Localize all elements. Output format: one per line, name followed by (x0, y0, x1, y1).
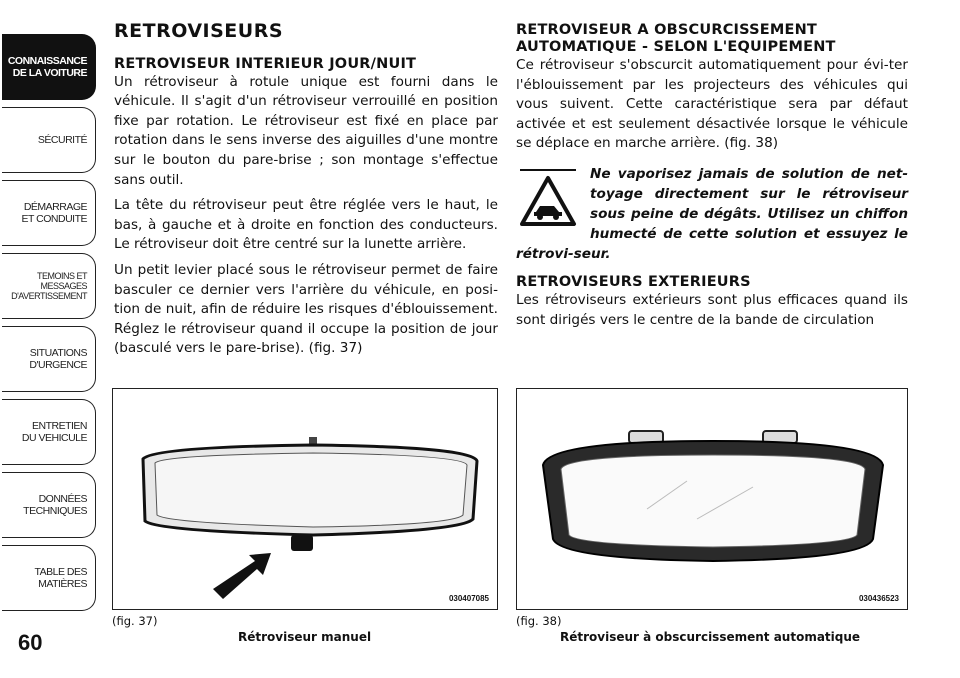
warning-box (516, 164, 908, 264)
tab-label-line: DONNÉES (38, 493, 87, 505)
chapter-sidebar (0, 0, 98, 678)
tab-label-line: D'URGENCE (29, 359, 87, 371)
tab-label-line: ENTRETIEN (31, 420, 87, 432)
tab-label-line: SITUATIONS (29, 347, 87, 359)
section-title: RETROVISEURS (114, 20, 284, 42)
tab-label-line: MATIÈRES (38, 578, 87, 590)
figure-code: 030436523 (858, 594, 899, 603)
tab-situations-urgence[interactable] (2, 326, 96, 392)
tab-label-line: TABLE DES (34, 566, 87, 578)
figure-number: (fig. 38) (516, 614, 562, 628)
tab-entretien-vehicule[interactable] (2, 399, 96, 465)
figure-number: (fig. 37) (112, 614, 158, 628)
figure-auto-dimming-mirror (516, 388, 908, 610)
paragraph: La tête du rétroviseur peut être réglée vers le haut, le bas, à gauche et à droite en fonction des conducteurs. Le rétroviseur doit être centré sur la lunette arrière. (114, 197, 498, 253)
tab-table-matieres[interactable] (2, 545, 96, 611)
paragraph: Un petit levier placé sous le rétroviseur permet de faire basculer ce dernier vers l'arrière du véhicule, en posi-tion de nuit, afin de réduire les risques d'éblouissement. Réglez le rétroviseur quand il occupe la position de jour (basculé vers le pare-brise). (fig. 37) (114, 261, 498, 357)
tab-demarrage-conduite[interactable] (2, 180, 96, 246)
figure-code: 030407085 (448, 594, 489, 603)
manual-mirror-illustration (113, 389, 498, 610)
tab-securite[interactable] (2, 107, 96, 173)
tab-label-line: SÉCURITÉ (37, 134, 87, 146)
subsection-title-exterior-mirrors: RETROVISEURS EXTERIEURS (516, 273, 751, 290)
tab-donnees-techniques[interactable] (2, 472, 96, 538)
left-column (114, 20, 498, 365)
tab-label-line: ET CONDUITE (21, 213, 87, 225)
figure-manual-mirror (112, 388, 498, 610)
tab-label-line: DU VEHICULE (21, 432, 87, 444)
right-column (516, 20, 908, 336)
figure-caption: Rétroviseur à obscurcissement automatique (560, 630, 861, 644)
page-number: 60 (18, 630, 43, 655)
paragraph: Les rétroviseurs extérieurs sont plus efficaces quand ils sont dirigés vers le centre de la bande de circulation (516, 291, 908, 328)
paragraph: Un rétroviseur à rotule unique est fourni dans le véhicule. Il s'agit d'un rétroviseur verrouillé en position fixe par rotation. Le rétroviseur est fixé en place par rotation dans le sens inverse des aiguilles d'une montre sur le bouton du pare-brise ; son montage s'effectue sans outil. (114, 73, 498, 188)
paragraph: Ce rétroviseur s'obscurcit automatiquement pour évi-ter l'éblouissement par les projecteurs des véhicules qui vous suivent. Cette caractéristique sera par défaut activée et est seulement désactivée lorsque le véhicule se déplace en marche arrière. (fig. 38) (516, 57, 908, 152)
tab-label-line: TECHNIQUES (23, 505, 87, 517)
figure-caption: Rétroviseur manuel (238, 630, 372, 644)
tab-label-line: DE LA VOITURE (12, 67, 87, 79)
tab-label-line: MESSAGES (40, 281, 87, 291)
warning-text: Ne vaporisez jamais de solution de net-toyage directement sur le rétroviseur sous peine de dégâts. Utilisez un chiffon humecté de cette solution et essuyez le rétrovi-seur. (516, 165, 908, 262)
tab-label-line: D'AVERTISSEMENT (11, 291, 87, 301)
tab-label-line: DÉMARRAGE (23, 201, 87, 213)
tab-temoins-messages[interactable] (2, 253, 96, 319)
auto-dimming-mirror-illustration (517, 389, 908, 610)
warning-triangle-icon (516, 166, 580, 230)
subsection-title-auto-dimming: RETROVISEUR A OBSCURCISSEMENT AUTOMATIQUE - SELON L'EQUIPEMENT (516, 22, 836, 55)
tab-label-line: CONNAISSANCE (7, 55, 87, 67)
tab-connaissance-voiture[interactable] (2, 34, 96, 100)
subsection-title-interior-mirror: RETROVISEUR INTERIEUR JOUR/NUIT (114, 55, 417, 72)
tab-label-line: TEMOINS ET (36, 271, 87, 281)
